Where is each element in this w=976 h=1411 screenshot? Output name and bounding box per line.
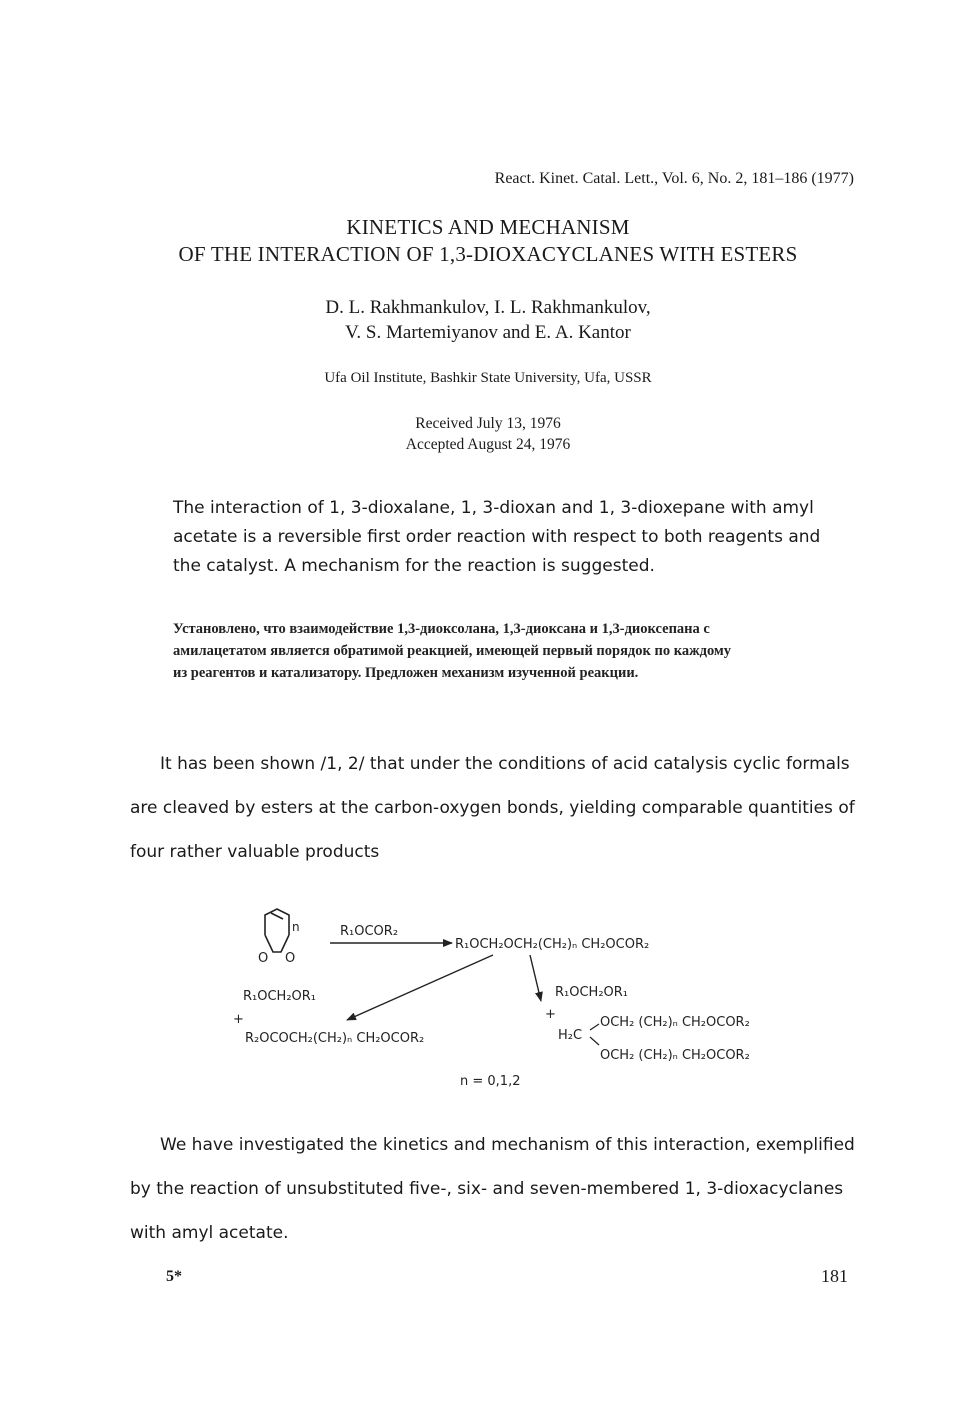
authors-line-2: V. S. Martemiyanov and E. A. Kantor	[345, 322, 631, 343]
paragraph-2-line: by the reaction of unsubstituted five-, six- and seven-membered 1, 3-dioxacyclanes	[130, 1179, 844, 1199]
paragraph-2-line	[130, 1123, 875, 1167]
right-product-1: R₁OCH₂OR₁	[555, 985, 629, 1000]
paragraph-2	[130, 1123, 875, 1255]
ring-o-right: O	[285, 951, 296, 966]
paragraph-1-line	[130, 742, 875, 786]
right-branch-top: OCH₂ (CH₂)ₙ CH₂OCOR₂	[600, 1015, 750, 1030]
abstract-ru-line: Установлено, что взаимодействие 1,3-диоксолана, 1,3-диоксана и 1,3-диоксепана с	[173, 621, 710, 637]
paragraph-1-line-text: It has been shown /1, 2/ that under the conditions of acid catalysis cyclic formals	[160, 754, 850, 774]
arrow-to-left-products	[347, 955, 493, 1020]
ring-bonds	[265, 909, 289, 952]
affiliation: Ufa Oil Institute, Bashkir State University, Ufa, USSR	[324, 370, 652, 386]
ring-n-label: n	[292, 920, 300, 934]
paragraph-2-line-text: We have investigated the kinetics and mechanism of this interaction, exemplified	[160, 1135, 855, 1155]
left-product-2: R₂OCOCH₂(CH₂)ₙ CH₂OCOR₂	[245, 1031, 425, 1046]
intermediate-formula: R₁OCH₂OCH₂(CH₂)ₙ CH₂OCOR₂	[455, 937, 650, 952]
n-values: n = 0,1,2	[460, 1074, 521, 1089]
right-plus: +	[545, 1007, 556, 1022]
abstract-ru-line: амилацетатом является обратимой реакцией, имеющей первый порядок по каждому	[173, 643, 732, 659]
reagent-label: R₁OCOR₂	[340, 924, 399, 939]
abstract-en-line: the catalyst. A mechanism for the reaction is suggested.	[173, 556, 655, 576]
arrow-to-right-products	[530, 955, 541, 1001]
authors-line-1: D. L. Rakhmankulov, I. L. Rakhmankulov,	[325, 297, 651, 318]
paragraph-1-line: four rather valuable products	[130, 842, 380, 862]
abstract-en-line: acetate is a reversible first order reaction with respect to both reagents and	[173, 527, 821, 547]
abstract-russian	[173, 618, 873, 684]
authors	[200, 295, 776, 345]
branch-bond-bottom	[590, 1037, 599, 1045]
paragraph-1-line: are cleaved by esters at the carbon-oxygen bonds, yielding comparable quantities of	[130, 798, 855, 818]
paragraph-1	[130, 742, 875, 874]
paragraph-2-line: with amyl acetate.	[130, 1223, 289, 1243]
dates	[300, 413, 676, 455]
signature-mark: 5*	[166, 1268, 182, 1285]
journal-reference: React. Kinet. Catal. Lett., Vol. 6, No. 2, 181–186 (1977)	[494, 170, 854, 187]
title-line-1: KINETICS AND MECHANISM	[346, 215, 630, 239]
page-number: 181	[821, 1266, 848, 1286]
dioxacyclane-ring	[265, 909, 289, 952]
reaction-scheme	[225, 905, 785, 1095]
abstract-english	[173, 494, 873, 581]
abstract-ru-line: из реагентов и катализатору. Предложен механизм изученной реакции.	[173, 665, 639, 681]
received-date: Received July 13, 1976	[415, 415, 561, 432]
left-product-1: R₁OCH₂OR₁	[243, 989, 317, 1004]
branch-bond-top	[590, 1024, 599, 1030]
right-h2c: H₂C	[558, 1028, 583, 1043]
right-branch-bottom: OCH₂ (CH₂)ₙ CH₂OCOR₂	[600, 1048, 750, 1063]
left-plus: +	[233, 1012, 244, 1027]
title-line-2: OF THE INTERACTION OF 1,3-DIOXACYCLANES WITH ESTERS	[178, 242, 798, 266]
paper-title	[100, 214, 876, 268]
ring-o-left: O	[258, 951, 269, 966]
accepted-date: Accepted August 24, 1976	[405, 436, 571, 453]
abstract-en-line: The interaction of 1, 3-dioxalane, 1, 3-dioxan and 1, 3-dioxepane with amyl	[173, 498, 814, 518]
